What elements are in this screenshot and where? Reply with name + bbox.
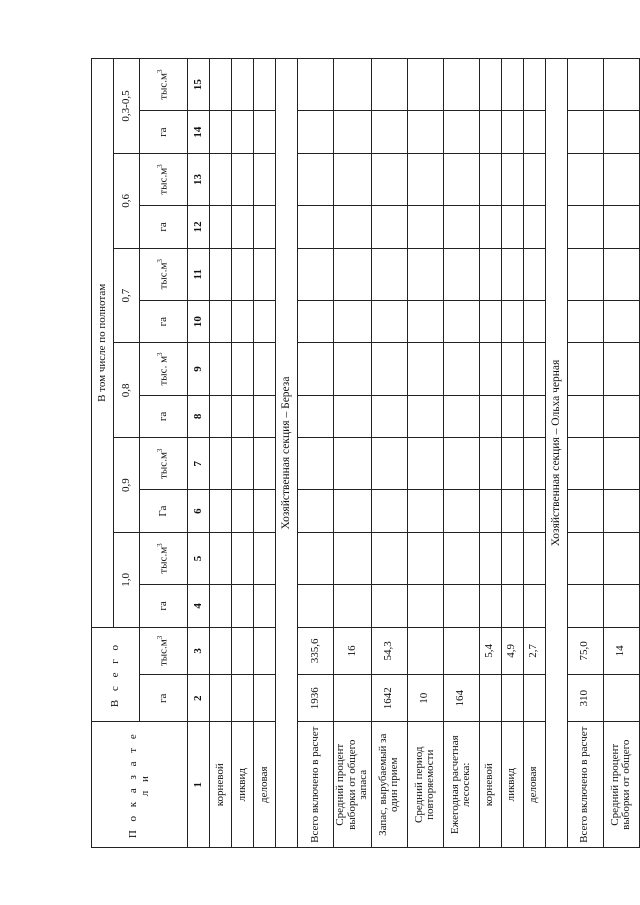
density-cell [298, 532, 334, 584]
total-ha-cell: 1936 [298, 674, 334, 721]
row-label: деловая [523, 721, 545, 847]
total-volume-cell: 16 [334, 627, 372, 674]
density-cell [523, 532, 545, 584]
table-row [603, 58, 639, 847]
table-row [443, 58, 479, 847]
density-cell [443, 110, 479, 153]
density-cell [371, 110, 407, 153]
density-cell [334, 205, 372, 248]
forest-cut-table [91, 58, 640, 848]
density-cell [567, 153, 603, 205]
density-cell [232, 248, 254, 300]
table-row [371, 58, 407, 847]
total-ha-cell [479, 674, 501, 721]
total-ha-cell [501, 674, 523, 721]
density-cell [479, 248, 501, 300]
density-cell [479, 532, 501, 584]
density-cell [479, 437, 501, 489]
density-cell [254, 248, 276, 300]
density-cell [210, 110, 232, 153]
table-row [254, 58, 276, 847]
density-cell [210, 395, 232, 438]
total-volume-cell: 75,0 [567, 627, 603, 674]
indicators-header: П о к а з а т е л и [92, 721, 188, 847]
density-cell [523, 437, 545, 489]
density-cell [407, 300, 443, 343]
density-cell [210, 584, 232, 627]
density-cell [254, 342, 276, 394]
density-cell [501, 153, 523, 205]
density-cell [334, 395, 372, 438]
table-row [567, 58, 603, 847]
density-cell [334, 584, 372, 627]
density-cell [232, 300, 254, 343]
density-cell [232, 205, 254, 248]
density-cell [232, 342, 254, 394]
density-cell [523, 153, 545, 205]
column-number: 15 [188, 58, 210, 110]
density-cell [479, 58, 501, 110]
column-number: 5 [188, 532, 210, 584]
density-cell [254, 489, 276, 532]
density-cell [371, 532, 407, 584]
density-cell [501, 300, 523, 343]
total-ha-cell [523, 674, 545, 721]
density-group-header: 0,3-0,5 [114, 58, 140, 153]
density-cell [210, 532, 232, 584]
table-row [298, 58, 334, 847]
density-cell [603, 532, 639, 584]
density-cell [254, 110, 276, 153]
density-cell [371, 489, 407, 532]
density-cell [603, 489, 639, 532]
density-cell [479, 395, 501, 438]
density-cell [443, 300, 479, 343]
density-cell [407, 110, 443, 153]
column-number: 3 [188, 627, 210, 674]
density-cell [298, 489, 334, 532]
row-label: Средний период повторяемости [407, 721, 443, 847]
density-cell [232, 437, 254, 489]
row-label: Ежегодная расчетная лесосека: [443, 721, 479, 847]
unit-header-ha: га [140, 584, 188, 627]
density-cell [603, 437, 639, 489]
density-cell [298, 153, 334, 205]
by-density-header: В том числе по полнотам [92, 58, 114, 627]
unit-header-ha: га [140, 395, 188, 438]
row-label: деловая [254, 721, 276, 847]
density-cell [254, 205, 276, 248]
density-cell [567, 532, 603, 584]
density-cell [371, 584, 407, 627]
density-group-header: 1,0 [114, 532, 140, 627]
density-cell [334, 489, 372, 532]
total-volume-cell: 5,4 [479, 627, 501, 674]
density-cell [567, 437, 603, 489]
row-label: Средний процент выборки от общего [603, 721, 639, 847]
unit-header-vol: $тыс.м^3$ [140, 532, 188, 584]
density-cell [232, 58, 254, 110]
density-cell [254, 300, 276, 343]
row-label: корневой [210, 721, 232, 847]
density-cell [371, 58, 407, 110]
column-number: 8 [188, 395, 210, 438]
total-ha-cell: 164 [443, 674, 479, 721]
density-cell [298, 437, 334, 489]
unit-header-ha: га [140, 300, 188, 343]
density-cell [443, 437, 479, 489]
density-cell [232, 489, 254, 532]
density-cell [254, 532, 276, 584]
density-cell [567, 342, 603, 394]
density-cell [298, 110, 334, 153]
density-cell [523, 395, 545, 438]
total-volume-cell: 54,3 [371, 627, 407, 674]
density-cell [479, 342, 501, 394]
density-cell [501, 395, 523, 438]
total-volume-cell [443, 627, 479, 674]
density-cell [501, 248, 523, 300]
column-number: 7 [188, 437, 210, 489]
total-volume-cell: 4,9 [501, 627, 523, 674]
total-ha-cell [334, 674, 372, 721]
total-ha-cell: 310 [567, 674, 603, 721]
unit-header-vol: $тыс.м^3$ [140, 58, 188, 110]
density-cell [603, 153, 639, 205]
density-cell [371, 342, 407, 394]
density-cell [603, 248, 639, 300]
density-cell [567, 300, 603, 343]
density-cell [443, 342, 479, 394]
column-number: 9 [188, 342, 210, 394]
density-cell [603, 300, 639, 343]
table-row [523, 58, 545, 847]
density-cell [298, 395, 334, 438]
density-cell [523, 300, 545, 343]
density-cell [298, 342, 334, 394]
density-cell [443, 584, 479, 627]
density-cell [603, 342, 639, 394]
density-cell [210, 300, 232, 343]
density-group-header: 0,9 [114, 437, 140, 532]
unit-header-vol: $тыс.м^3$ [140, 437, 188, 489]
density-cell [523, 342, 545, 394]
total-volume-cell [210, 627, 232, 674]
density-cell [603, 205, 639, 248]
density-cell [254, 153, 276, 205]
density-cell [523, 205, 545, 248]
total-ha-cell [210, 674, 232, 721]
unit-header-vol: $тыс.м^3$ [140, 627, 188, 674]
unit-header-ha: Га [140, 489, 188, 532]
column-number: 6 [188, 489, 210, 532]
density-cell [443, 58, 479, 110]
density-cell [210, 489, 232, 532]
density-cell [567, 395, 603, 438]
density-cell [232, 584, 254, 627]
density-cell [603, 110, 639, 153]
density-cell [232, 395, 254, 438]
density-cell [567, 489, 603, 532]
unit-header-vol: тыс. $м^3$ [140, 342, 188, 394]
density-cell [443, 395, 479, 438]
density-cell [603, 584, 639, 627]
density-cell [371, 437, 407, 489]
density-cell [479, 489, 501, 532]
density-cell [523, 248, 545, 300]
density-cell [232, 110, 254, 153]
total-volume-cell [407, 627, 443, 674]
density-cell [501, 437, 523, 489]
density-cell [443, 489, 479, 532]
column-number: 11 [188, 248, 210, 300]
density-cell [334, 58, 372, 110]
density-cell [523, 58, 545, 110]
density-cell [501, 584, 523, 627]
density-cell [210, 153, 232, 205]
density-cell [232, 532, 254, 584]
density-cell [334, 532, 372, 584]
density-cell [407, 532, 443, 584]
row-label: Всего включено в расчет [298, 721, 334, 847]
density-cell [501, 205, 523, 248]
density-cell [210, 248, 232, 300]
column-number: 10 [188, 300, 210, 343]
density-cell [334, 110, 372, 153]
density-group-header: 0,8 [114, 342, 140, 437]
row-label: Запас, вырубаемый за один прием [371, 721, 407, 847]
density-cell [210, 437, 232, 489]
density-cell [407, 395, 443, 438]
density-cell [479, 205, 501, 248]
density-cell [298, 58, 334, 110]
unit-header-vol: $тыс.м^3$ [140, 248, 188, 300]
unit-header-ha: га [140, 674, 188, 721]
density-cell [479, 110, 501, 153]
total-ha-cell: 10 [407, 674, 443, 721]
density-cell [501, 58, 523, 110]
table-row [407, 58, 443, 847]
density-group-header: 0,6 [114, 153, 140, 248]
density-cell [334, 153, 372, 205]
table-row [501, 58, 523, 847]
total-volume-cell: 2,7 [523, 627, 545, 674]
row-label: ликвид [501, 721, 523, 847]
density-cell [298, 205, 334, 248]
density-cell [210, 205, 232, 248]
total-header: В с е г о [92, 627, 140, 722]
density-cell [210, 342, 232, 394]
density-cell [567, 205, 603, 248]
density-cell [479, 584, 501, 627]
density-cell [443, 153, 479, 205]
density-cell [254, 395, 276, 438]
rotated-table-container [91, 58, 633, 848]
density-cell [210, 58, 232, 110]
density-cell [567, 584, 603, 627]
row-label: ликвид [232, 721, 254, 847]
density-cell [407, 58, 443, 110]
density-group-header: 0,7 [114, 248, 140, 343]
unit-header-ha: га [140, 110, 188, 153]
total-volume-cell: 14 [603, 627, 639, 674]
density-cell [298, 584, 334, 627]
column-number: 1 [188, 721, 210, 847]
density-cell [567, 248, 603, 300]
density-cell [501, 489, 523, 532]
section-title: Хозяйственная секция – Береза [276, 58, 298, 847]
density-cell [443, 248, 479, 300]
density-cell [407, 584, 443, 627]
density-cell [334, 300, 372, 343]
density-cell [407, 342, 443, 394]
density-cell [501, 110, 523, 153]
density-cell [443, 532, 479, 584]
density-cell [371, 205, 407, 248]
density-cell [479, 300, 501, 343]
density-cell [371, 300, 407, 343]
density-cell [334, 248, 372, 300]
density-cell [407, 153, 443, 205]
total-ha-cell: 1642 [371, 674, 407, 721]
density-cell [371, 153, 407, 205]
section-title: Хозяйственная секция – Ольха черная [545, 58, 567, 847]
density-cell [334, 342, 372, 394]
total-ha-cell [232, 674, 254, 721]
density-cell [254, 437, 276, 489]
total-volume-cell: 335,6 [298, 627, 334, 674]
row-label: Всего включено в расчет [567, 721, 603, 847]
row-label: корневой [479, 721, 501, 847]
density-cell [232, 153, 254, 205]
column-number: 4 [188, 584, 210, 627]
density-cell [603, 58, 639, 110]
unit-header-ha: га [140, 205, 188, 248]
table-row [210, 58, 232, 847]
density-cell [523, 489, 545, 532]
total-volume-cell [254, 627, 276, 674]
density-cell [443, 205, 479, 248]
density-cell [407, 437, 443, 489]
row-label: Средний процент выборки от общего запаса [334, 721, 372, 847]
total-volume-cell [232, 627, 254, 674]
density-cell [479, 153, 501, 205]
density-cell [523, 584, 545, 627]
table-row [334, 58, 372, 847]
density-cell [254, 58, 276, 110]
density-cell [254, 584, 276, 627]
density-cell [603, 395, 639, 438]
density-cell [567, 110, 603, 153]
column-number: 13 [188, 153, 210, 205]
unit-header-vol: $тыс.м^3$ [140, 153, 188, 205]
column-number: 14 [188, 110, 210, 153]
total-ha-cell [254, 674, 276, 721]
density-cell [407, 205, 443, 248]
density-cell [407, 489, 443, 532]
total-ha-cell [603, 674, 639, 721]
density-cell [523, 110, 545, 153]
density-cell [407, 248, 443, 300]
density-cell [334, 437, 372, 489]
column-number: 12 [188, 205, 210, 248]
density-cell [298, 248, 334, 300]
column-number: 2 [188, 674, 210, 721]
density-cell [501, 532, 523, 584]
density-cell [371, 395, 407, 438]
density-cell [501, 342, 523, 394]
density-cell [567, 58, 603, 110]
density-cell [371, 248, 407, 300]
density-cell [298, 300, 334, 343]
table-row [479, 58, 501, 847]
table-row [232, 58, 254, 847]
